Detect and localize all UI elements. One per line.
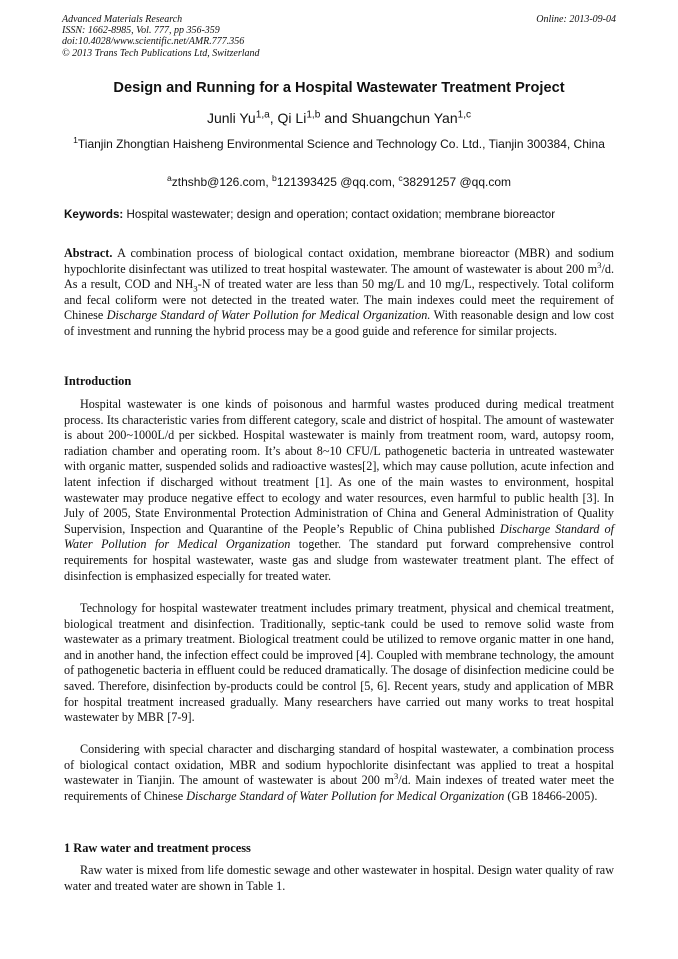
paragraph-text: (GB 18466-2005).	[504, 788, 598, 803]
abstract-label: Abstract.	[64, 246, 113, 260]
author-list	[0, 110, 678, 126]
issn-line: ISSN: 1662-8985, Vol. 777, pp 356-359	[62, 25, 220, 37]
section-heading-raw-water: 1 Raw water and treatment process	[64, 841, 251, 855]
author-name: Junli Yu	[206, 110, 256, 126]
email-mark: c	[398, 173, 403, 183]
intro-paragraph-2	[64, 601, 614, 726]
superscript: 3	[393, 771, 399, 782]
email-address: zthshb@126.com,	[171, 175, 273, 189]
doi-line: doi:10.4028/www.scientific.net/AMR.777.356	[62, 36, 245, 48]
author-name: Shuangchun Yan	[351, 110, 458, 126]
affiliation-mark: 1	[73, 135, 78, 145]
section-heading-introduction: Introduction	[64, 374, 132, 388]
email-address: 121393425 @qq.com,	[276, 175, 399, 189]
author-separator: ,	[269, 110, 278, 126]
author-affil-mark: 1,c	[457, 109, 472, 121]
copyright-line: © 2013 Trans Tech Publications Ltd, Switzerland	[62, 47, 260, 59]
intro-paragraph-3	[64, 742, 614, 804]
affiliation-text: Tianjin Zhongtian Haisheng Environmental Science and Technology Co. Ltd., Tianjin 300384, China	[77, 137, 605, 151]
author-affil-mark: 1,b	[306, 109, 321, 121]
paragraph-text: Hospital wastewater is one kinds of poisonous and harmful wastes produced during medical treatment process. Its characteristic varies from different category, scale and district of hospital. The amount of wastewater is about 200~1000L/d per sickbed. Hospital wastewater is mainly from treatment room, ward, autopsy room, radiation chamber and operating room. It’s about 8~10 CFU/L pathogenetic bacteria in untreated wastewater with organic matter, suspended solids and radioactive wastes[2], which may cause pollution, acute infection and latent infection if discharged without treatment [1]. As one of the main wastes to environment, hospital wastewater may produce negative effect to ecology and water resources, even harmful to public health [3]. In July of 2005, State Environmental Protection Administration of China and General Administration of Quality Supervision, Inspection and Quarantine of the People’s Republic of China published	[64, 397, 614, 536]
abstract-text: With reasonable design and low cost of investment and running the hybrid process may be a good guide and reference for similar projects.	[64, 308, 615, 338]
subscript: 3	[193, 283, 198, 294]
author-name: Qi Li	[277, 110, 307, 126]
online-date: Online: 2013-09-04	[536, 14, 616, 25]
abstract-text: -N of treated water are less than 50 mg/L and 10 mg/L, respectively. Total coliform and fecal coliform were not detected in the treated water. The main indexes could meet the requirement of Chinese	[64, 277, 614, 323]
standard-title: Discharge Standard of Water Pollution for Medical Organization	[186, 788, 505, 803]
paragraph-text: /d. Main indexes of treated water meet the requirements of Chinese	[64, 773, 614, 803]
standard-title: Discharge Standard of Water Pollution for Medical Organization.	[106, 308, 431, 323]
affiliation	[70, 137, 608, 153]
paragraph-text: Raw water is mixed from life domestic sewage and other wastewater in hospital. Design water quality of raw water and treated water are shown in Table 1.	[64, 863, 614, 893]
abstract	[64, 246, 614, 340]
email-mark: a	[166, 173, 172, 183]
standard-title: Discharge Standard of Water Pollution for Medical Organization	[64, 521, 614, 552]
author-separator: and	[320, 110, 352, 126]
section1-paragraph-1	[64, 863, 614, 894]
keywords	[64, 208, 618, 221]
abstract-text: A combination process of biological contact oxidation, membrane bioreactor (MBR) and sodium hypochlorite disinfectant was utilized to treat hospital wastewater. The amount of wastewater is about 200 m	[64, 246, 614, 276]
email-list	[0, 175, 678, 189]
paragraph-text: Considering with special character and discharging standard of hospital wastewater, a combination process of biological contact oxidation, MBR and sodium hypochlorite disinfectant was applied to treat a hospital wastewater in Tianjin. The amount of wastewater is about 200 m	[64, 742, 614, 788]
author-affil-mark: 1,a	[255, 109, 270, 121]
paragraph-text: together. The standard put forward comprehensive control requirements for hospital wastewater, waste gas and sludge from wastewater treatment plant. The effect of disinfection is emphasized especially for treated water.	[64, 537, 614, 583]
email-mark: b	[272, 173, 277, 183]
keywords-text: Hospital wastewater; design and operation; contact oxidation; membrane bioreactor	[123, 208, 556, 221]
intro-paragraph-1	[64, 397, 614, 584]
paragraph-text: Technology for hospital wastewater treatment includes primary treatment, physical and chemical treatment, biological treatment and disinfection. Traditionally, septic-tank could be used to remove solid waste from wastewater as a primary treatment. Biological treatment could be utilized to remove organic matter in one hand, and in another hand, the infection effect could be improved [4]. Coupled with membrane technology, the amount of pathogenetic bacteria in effluent could be reduced dramatically. The dosage of disinfection medicine could be saved. Therefore, disinfection by-products could be control [5, 6]. Recent years, study and application of MBR for hospital treatment increased gradually. Many researchers have carried out many works to treat hospital wastewater by MBR [7-9].	[64, 601, 614, 725]
journal-name: Advanced Materials Research	[62, 14, 183, 25]
email-address: 38291257 @qq.com	[402, 175, 511, 189]
keywords-label: Keywords:	[64, 208, 124, 221]
paper-title: Design and Running for a Hospital Wastewater Treatment Project	[113, 80, 565, 96]
abstract-text: /d. As a result, COD and NH	[64, 261, 614, 292]
superscript: 3	[597, 259, 602, 270]
journal-header	[62, 14, 616, 59]
